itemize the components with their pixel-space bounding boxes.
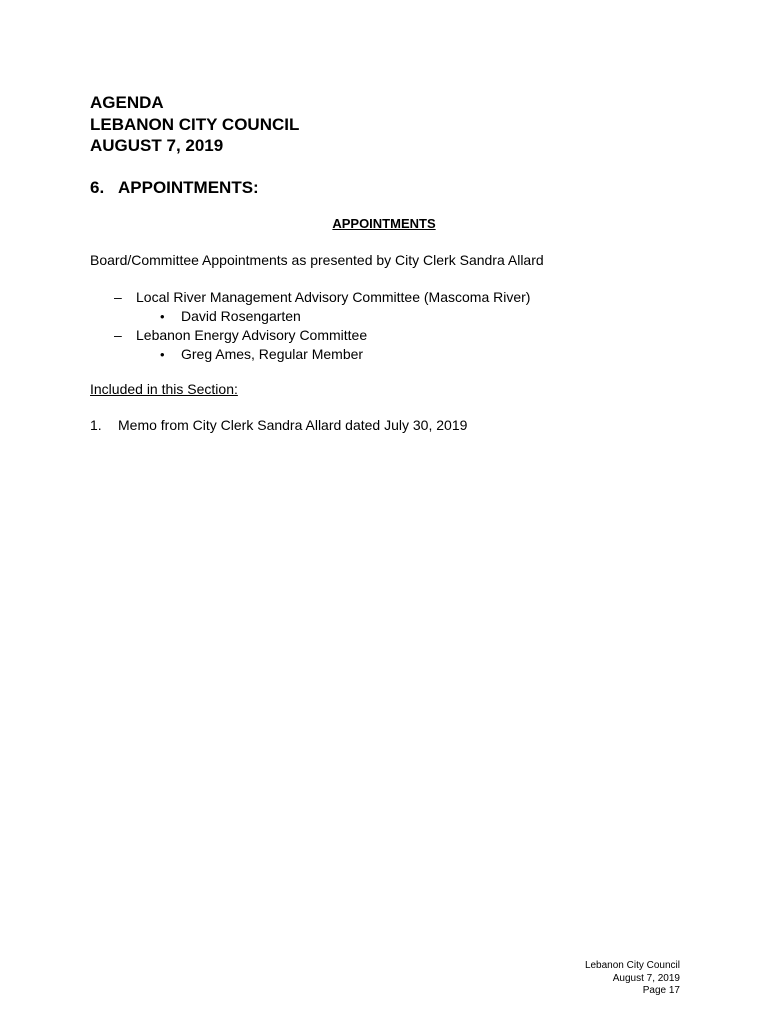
item-number: 1. bbox=[90, 417, 102, 433]
committee-name: Lebanon Energy Advisory Committee bbox=[136, 327, 368, 343]
item-text: Memo from City Clerk Sandra Allard dated July 30, 2019 bbox=[118, 417, 468, 433]
page-footer bbox=[585, 960, 680, 998]
dash-marker: – bbox=[114, 289, 122, 305]
header-date: AUGUST 7, 2019 bbox=[90, 136, 224, 155]
bullet-marker: • bbox=[160, 347, 165, 362]
included-section-label: Included in this Section: bbox=[90, 381, 238, 397]
intro-paragraph: Board/Committee Appointments as presented by City Clerk Sandra Allard bbox=[90, 252, 544, 268]
header-agenda: AGENDA bbox=[90, 93, 164, 112]
section-title: APPOINTMENTS: bbox=[118, 178, 259, 197]
committee-item bbox=[114, 326, 368, 345]
section-number: 6. bbox=[90, 178, 105, 197]
member-item bbox=[160, 307, 301, 326]
committee-name: Local River Management Advisory Committee (Mascoma River) bbox=[136, 289, 531, 305]
header-council: LEBANON CITY COUNCIL bbox=[90, 114, 300, 134]
footer-council: Lebanon City Council bbox=[584, 960, 680, 971]
agenda-header bbox=[90, 92, 299, 157]
member-item bbox=[160, 345, 364, 364]
member-name: David Rosengarten bbox=[181, 308, 301, 324]
subtitle bbox=[0, 215, 770, 232]
bullet-marker: • bbox=[160, 309, 165, 324]
section-heading bbox=[90, 177, 259, 198]
subtitle-text: APPOINTMENTS bbox=[332, 216, 436, 231]
dash-marker: – bbox=[114, 327, 122, 343]
included-item bbox=[90, 416, 467, 435]
footer-page-number: Page 17 bbox=[642, 985, 680, 996]
member-name: Greg Ames, Regular Member bbox=[181, 346, 364, 362]
footer-date: August 7, 2019 bbox=[612, 972, 680, 984]
committee-item bbox=[114, 288, 531, 307]
